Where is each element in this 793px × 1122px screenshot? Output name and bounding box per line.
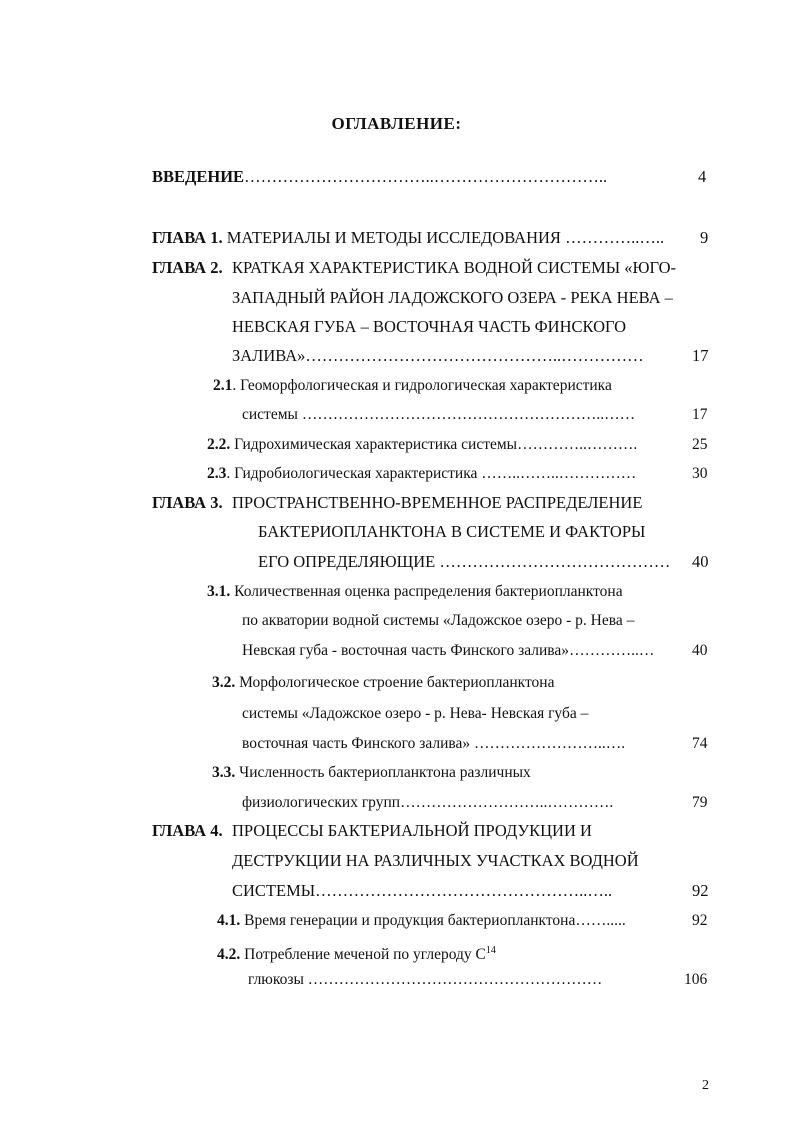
page-title: ОГЛАВЛЕНИЕ: [331,114,462,133]
s22-page: 25 [692,436,708,453]
ch1-page: 9 [700,228,709,247]
s42-dots: ………………………………………………… [307,971,603,988]
s21-line-2 [242,404,635,426]
s42-superscript: 14 [485,945,496,956]
ch1-dots: …………..….. [565,228,665,247]
s31-dots: …………..… [569,642,655,659]
s32-title-last: восточная часть Финского залива» [242,735,471,752]
ch4-page: 92 [692,881,709,900]
toc-entry-ch1 [152,227,664,249]
ch3-title-line-3 [258,551,670,573]
s21-title-last: системы [242,406,298,423]
page-number: 2 [702,1078,709,1093]
toc-entry-4-1 [217,910,626,932]
ch4-title-line-3 [232,880,612,902]
ch3-page: 40 [692,552,709,571]
s33-title-last: физиологических групп [242,794,401,811]
s21-line-1: . Геоморфологическая и гидрологическая характеристика [232,377,612,394]
ch2-title-last: ЗАЛИВА» [232,346,306,365]
intro-dots: ……………………………..………………………….. [244,167,608,186]
s41-dots: ……..... [575,912,626,929]
s32-dots: ……………………..…. [474,735,626,752]
ch4-title-line-2: ДЕСТРУКЦИИ НА РАЗЛИЧНЫХ УЧАСТКАХ ВОДНОЙ [232,851,639,870]
ch4-title-last: СИСТЕМЫ [232,881,316,900]
s31-title-last: Невская губа - восточная часть Финского залива» [242,642,570,659]
toc-entry-3-3 [212,762,531,784]
toc-entry-2-1 [213,375,612,397]
s21-num: 2.1 [213,377,233,394]
s22-num: 2.2. [207,436,231,453]
s32-line-1: Морфологическое строение бактериопланктона [235,674,555,691]
ch2-title-line-4 [232,345,644,367]
intro-page: 4 [698,167,707,186]
s32-line-3 [242,733,625,755]
s23-page: 30 [692,465,708,482]
s41-title: Время генерации и продукция бактериопланктона [244,912,576,929]
s32-num: 3.2. [212,674,236,691]
s31-line-1: Количественная оценка распределения бактериопланктона [234,583,623,600]
toc-entry-3-2 [212,672,554,694]
ch2-page: 17 [692,346,709,365]
s32-line-2: системы «Ладожское озеро - р. Нева- Невская губа – [242,705,589,722]
s22-dots: …………..………. [517,436,638,453]
s42-line-2 [248,969,602,991]
ch2-title-line-3: НЕВСКАЯ ГУБА – ВОСТОЧНАЯ ЧАСТЬ ФИНСКОГО [232,317,627,336]
s21-dots: …………………………………………………..…… [301,406,636,423]
s33-line-2 [242,792,613,814]
s31-page: 40 [692,642,708,659]
s33-line-1: Численность бактериопланктона различных [239,764,531,781]
toc-entry-2-3 [207,463,636,485]
toc-entry-intro [152,166,607,188]
s22-title: Гидрохимическая характеристика системы [234,436,518,453]
s23-dots: ……..……..…………… [481,465,637,482]
toc-entry-2-2 [207,434,637,456]
ch3-title-line-1: ПРОСТРАНСТВЕННО-ВРЕМЕННОЕ РАСПРЕДЕЛЕНИЕ [232,493,643,512]
ch1-title: МАТЕРИАЛЫ И МЕТОДЫ ИССЛЕДОВАНИЯ [226,228,561,247]
ch2-label: ГЛАВА 2. [152,258,223,277]
s42-title-last: глюкозы [248,971,304,988]
ch3-label: ГЛАВА 3. [152,493,223,512]
ch3-title-line-2: БАКТЕРИОПЛАНКТОНА В СИСТЕМЕ И ФАКТОРЫ [258,522,646,541]
s42-page: 106 [684,971,708,988]
s32-page: 74 [692,735,708,752]
s33-dots: ………………………..…………. [400,794,614,811]
ch1-label: ГЛАВА 1. [152,228,223,247]
s31-line-2: по акватории водной системы «Ладожское озеро - р. Нева – [242,612,635,629]
s23-num: 2.3 [207,465,227,482]
ch2-title-line-1: КРАТКАЯ ХАРАКТЕРИСТИКА ВОДНОЙ СИСТЕМЫ «ЮГО- [232,258,677,277]
s31-num: 3.1. [207,583,231,600]
s42-line-1: Потребление меченой по углероду С [244,946,486,964]
ch3-dots: …………………………………… [439,552,671,571]
ch2-dots: ………………………………………..…………… [305,346,644,365]
toc-entry-4-2 [217,940,496,966]
ch3-title-last: ЕГО ОПРЕДЕЛЯЮЩИЕ [258,552,436,571]
intro-label: ВВЕДЕНИЕ [152,167,245,186]
ch4-dots: …………………………………………..….. [315,881,613,900]
ch2-title-line-2: ЗАПАДНЫЙ РАЙОН ЛАДОЖСКОГО ОЗЕРА - РЕКА НЕВА – [232,288,673,307]
s23-title: . Гидробиологическая характеристика [226,465,478,482]
s21-page: 17 [692,406,708,423]
s33-num: 3.3. [212,764,236,781]
s41-num: 4.1. [217,912,241,929]
s31-line-3 [242,640,654,662]
s42-num: 4.2. [217,946,241,964]
s33-page: 79 [692,794,708,811]
ch4-label: ГЛАВА 4. [152,821,223,840]
s41-page: 92 [692,912,708,929]
toc-entry-3-1 [207,581,623,603]
ch4-title-line-1: ПРОЦЕССЫ БАКТЕРИАЛЬНОЙ ПРОДУКЦИИ И [232,821,592,840]
